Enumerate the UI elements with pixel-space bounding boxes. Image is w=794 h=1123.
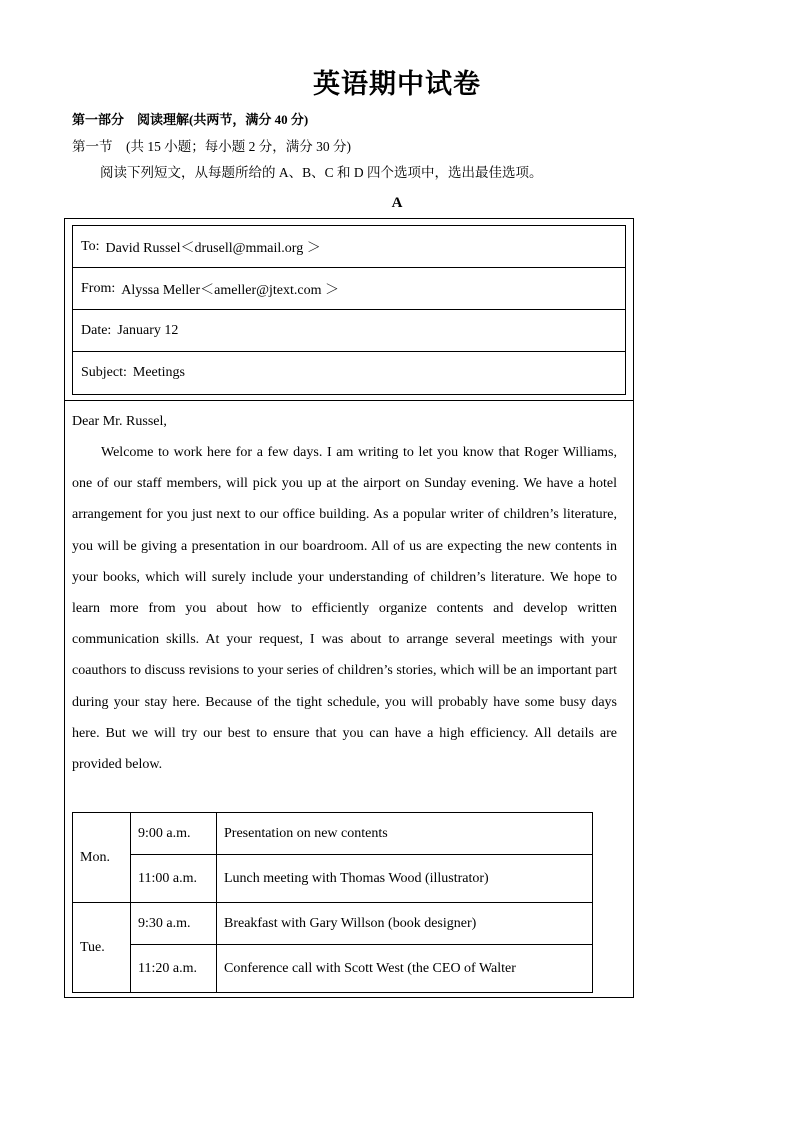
email-date-value: January 12 [117, 322, 179, 338]
table-row [73, 945, 593, 993]
schedule-event: Presentation on new contents [217, 813, 593, 855]
instructions: 阅读下列短文，从每题所给的 A、B、C 和 D 四个选项中，选出最佳选项。 [100, 165, 543, 180]
schedule-day-mon: Mon. [73, 813, 131, 903]
email-to-row [73, 226, 625, 268]
schedule-event: Lunch meeting with Thomas Wood (illustrator) [217, 855, 593, 903]
page-title: 英语期中试卷 [313, 69, 481, 99]
schedule-day-tue: Tue. [73, 903, 131, 993]
table-row [73, 903, 593, 945]
letter-paragraph: Welcome to work here for a few days. I am writing to let you know that Roger Williams, one of our staff members, will pick you up at the airport on Sunday evening. We have a hotel arrangement for you just next to our office building. As a popular writer of children’s literature, you will be giving a presentation in our boardroom. All of us are expecting the new contents in your books, which will surely include your understanding of children’s literature. We hope to learn more from you about how to efficiently organize contents and develop written communication skills. At your request, I was about to arrange several meetings with your coauthors to discuss revisions to your series of children’s stories, which will be an important part during your stay here. Because of the tight schedule, you will probably have some busy days here. But we will try our best to ensure that you can have a high efficiency. All details are provided below. [72, 445, 617, 773]
table-row [73, 813, 593, 855]
schedule-event: Breakfast with Gary Willson (book designer) [217, 903, 593, 945]
email-date-row [73, 310, 625, 352]
email-to-label: To: [81, 238, 100, 254]
section-heading: 第一节 (共 15 小题；每小题 2 分，满分 30 分) [72, 139, 351, 154]
schedule-time: 9:00 a.m. [131, 813, 217, 855]
email-date-label: Date: [81, 322, 112, 338]
email-subject-row [73, 352, 625, 394]
schedule-time: 9:30 a.m. [131, 903, 217, 945]
letter-salutation: Dear Mr. Russel, [72, 414, 167, 429]
section-divider [64, 400, 634, 401]
email-from-row [73, 268, 625, 310]
email-subject-label: Subject: [81, 365, 127, 380]
email-from-value: Alyssa Meller＜ameller@jtext.com ＞ [121, 282, 340, 298]
schedule-time: 11:20 a.m. [131, 945, 217, 993]
schedule-table [72, 812, 593, 993]
email-header [72, 225, 626, 395]
email-to-value: David Russel＜drusell@mmail.org ＞ [105, 240, 321, 256]
schedule-event: Conference call with Scott West (the CEO of Walter [217, 945, 593, 993]
table-row [73, 855, 593, 903]
passage-label: A [391, 195, 403, 211]
schedule-time: 11:00 a.m. [131, 855, 217, 903]
letter-body [72, 406, 617, 780]
email-subject-value: Meetings [132, 365, 185, 380]
email-from-label: From: [81, 280, 116, 296]
part-heading: 第一部分 阅读理解(共两节，满分 40 分) [72, 112, 309, 127]
